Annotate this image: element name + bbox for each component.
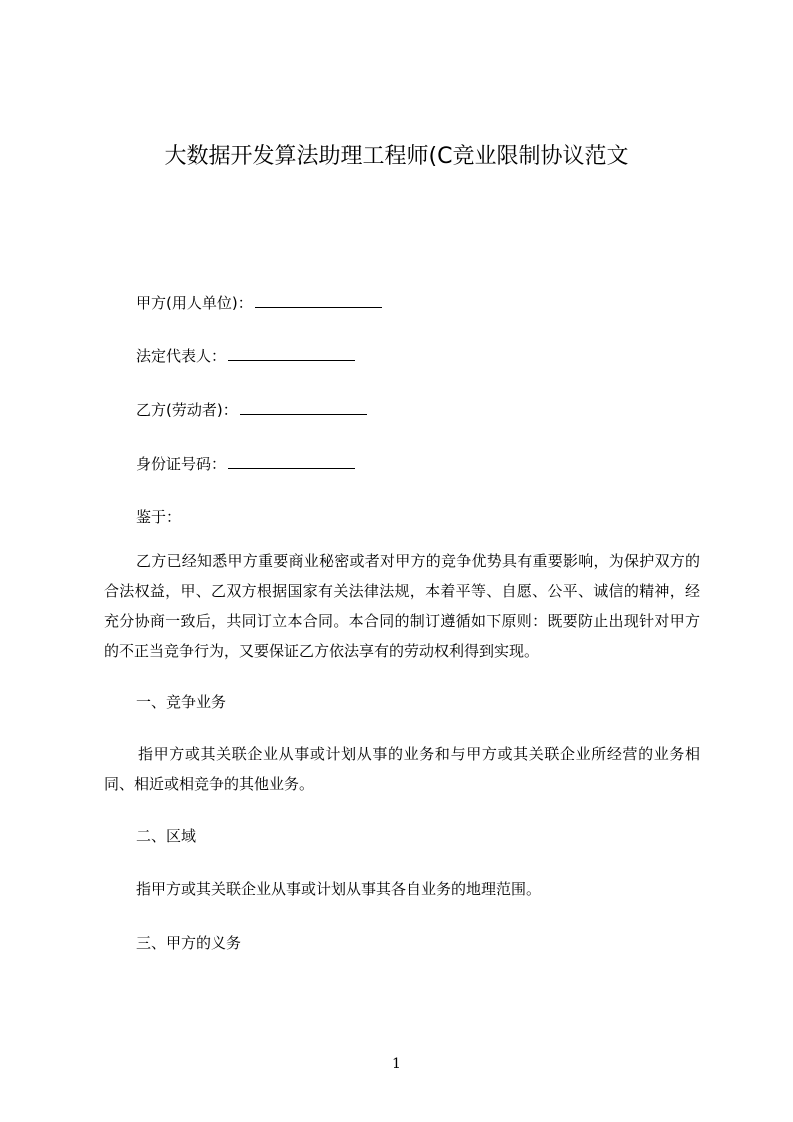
party-b-blank-line bbox=[240, 398, 367, 415]
legal-rep-label: 法定代表人： bbox=[136, 347, 227, 365]
id-number-field bbox=[136, 452, 355, 476]
page-number: 1 bbox=[392, 1056, 401, 1072]
party-a-label: 甲方(用人单位)： bbox=[136, 294, 253, 312]
section-body-1: 指甲方或其关联企业从事或计划从事的业务和与甲方或其关联企业所经营的业务相同、相近或相竞争的其他业务。 bbox=[104, 745, 700, 793]
party-b-field bbox=[136, 398, 367, 422]
legal-rep-blank-line bbox=[228, 344, 355, 361]
legal-rep-field bbox=[136, 344, 355, 368]
party-a-blank-line bbox=[255, 291, 382, 308]
section-body-2: 指甲方或其关联企业从事或计划从事其各自业务的地理范围。 bbox=[136, 880, 542, 898]
whereas-label: 鉴于： bbox=[136, 508, 182, 526]
preamble-paragraph: 乙方已经知悉甲方重要商业秘密或者对甲方的竞争优势具有重要影响，为保护双方的合法权益，甲、乙双方根据国家有关法律法规，本着平等、自愿、公平、诚信的精神，经充分协商一致后，共同订立本合同。本合同的制订遵循如下原则：既要防止出现针对甲方的不正当竞争行为，又要保证乙方依法享有的劳动权利得到实现。 bbox=[104, 552, 700, 660]
section-heading-1: 一、竞争业务 bbox=[136, 693, 227, 711]
page-title: 大数据开发算法助理工程师(C竞业限制协议范文 bbox=[164, 144, 629, 169]
party-b-label: 乙方(劳动者)： bbox=[136, 401, 238, 419]
section-heading-3: 三、甲方的义务 bbox=[136, 934, 242, 952]
id-number-label: 身份证号码： bbox=[136, 455, 227, 473]
party-a-field bbox=[136, 291, 382, 315]
id-number-blank-line bbox=[228, 452, 355, 469]
section-heading-2: 二、区域 bbox=[136, 827, 197, 845]
